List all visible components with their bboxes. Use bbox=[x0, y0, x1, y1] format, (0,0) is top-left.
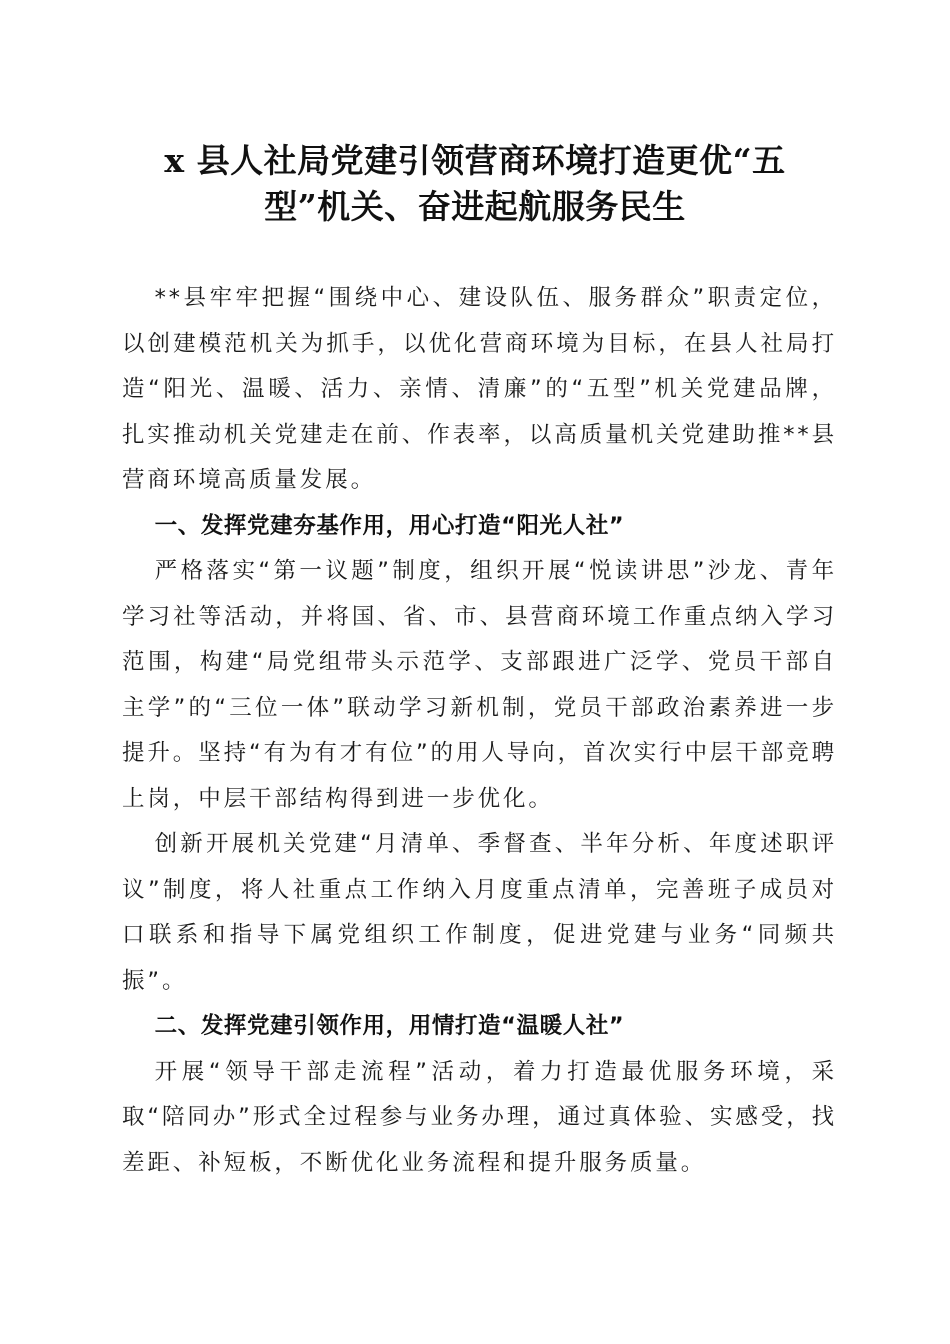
section-2-paragraph-1: 开展“领导干部走流程”活动，着力打造最优服务环境，采取“陪同办”形式全过程参与业务办理，通过真体验、实感受，找差距、补短板，不断优化业务流程和提升服务质量。 bbox=[122, 1058, 837, 1176]
intro-paragraph: **县牢牢把握“围绕中心、建设队伍、服务群众”职责定位，以创建模范机关为抓手，以优化营商环境为目标，在县人社局打造“阳光、温暖、活力、亲情、清廉”的“五型”机关党建品牌，扎实推动机关党建走在前、作表率，以高质量机关党建助推**县营商环境高质量发展。 bbox=[122, 285, 837, 493]
title-line-2: 型”机关、奋进起航服务民生 bbox=[264, 187, 686, 226]
section-heading-2: 二、发挥党建引领作用，用情打造“温暖人社” bbox=[154, 1013, 625, 1039]
section-heading-1: 一、发挥党建夯基作用，用心打造“阳光人社” bbox=[154, 512, 625, 539]
document-title bbox=[100, 138, 850, 230]
document-body bbox=[122, 276, 837, 1186]
section-1-paragraph-1: 严格落实“第一议题”制度，组织开展“悦读讲思”沙龙、青年学习社等活动，并将国、省、市、县营商环境工作重点纳入学习范围，构建“局党组带头示范学、支部跟进广泛学、党员干部自主学”的“三位一体”联动学习新机制，党员干部政治素养进一步提升。坚持“有为有才有位”的用人导向，首次实行中层干部竞聘上岗，中层干部结构得到进一步优化。 bbox=[122, 558, 837, 812]
title-line-1: x 县人社局党建引领营商环境打造更优“五 bbox=[164, 141, 786, 180]
section-1-paragraph-2: 创新开展机关党建“月清单、季督查、半年分析、年度述职评议”制度，将人社重点工作纳入月度重点清单，完善班子成员对口联系和指导下属党组织工作制度，促进党建与业务“同频共振”。 bbox=[122, 831, 837, 994]
